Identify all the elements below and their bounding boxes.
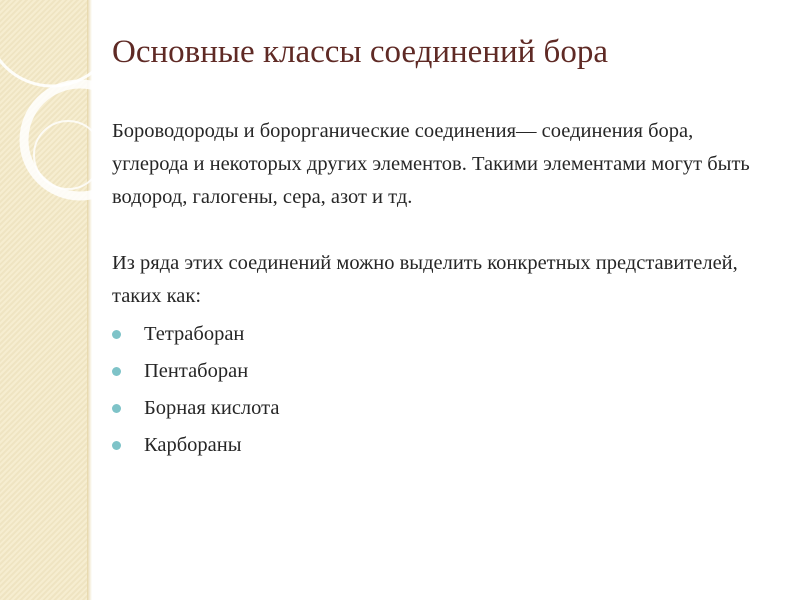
bullet-dot-icon	[112, 367, 121, 376]
bullet-dot-icon	[112, 404, 121, 413]
bullet-item	[112, 427, 752, 464]
bullet-text: Пентаборан	[144, 360, 249, 382]
bullet-item	[112, 353, 752, 390]
bullet-item	[112, 316, 752, 353]
bullet-text: Тетраборан	[144, 323, 245, 345]
decorative-ring-small	[34, 121, 102, 189]
bullet-list	[112, 316, 752, 464]
slide-content	[112, 115, 752, 464]
bullet-text: Борная кислота	[144, 397, 280, 419]
bullet-item	[112, 390, 752, 427]
bullet-dot-icon	[112, 330, 121, 339]
paragraph-representatives: Из ряда этих соединений можно выделить конкретных представителей, таких как:	[112, 252, 738, 307]
decorative-ring-large	[0, 0, 118, 86]
slide-title: Основные классы соединений бора	[112, 34, 608, 70]
bullet-dot-icon	[112, 441, 121, 450]
decorative-rings	[0, 0, 130, 600]
bullet-text: Карбораны	[144, 434, 242, 456]
paragraph-intro: Бороводороды и борорганические соединения— соединения бора, углерода и некоторых других элементов. Такими элементами могут быть водород, галогены, сера, азот и тд.	[112, 120, 750, 208]
